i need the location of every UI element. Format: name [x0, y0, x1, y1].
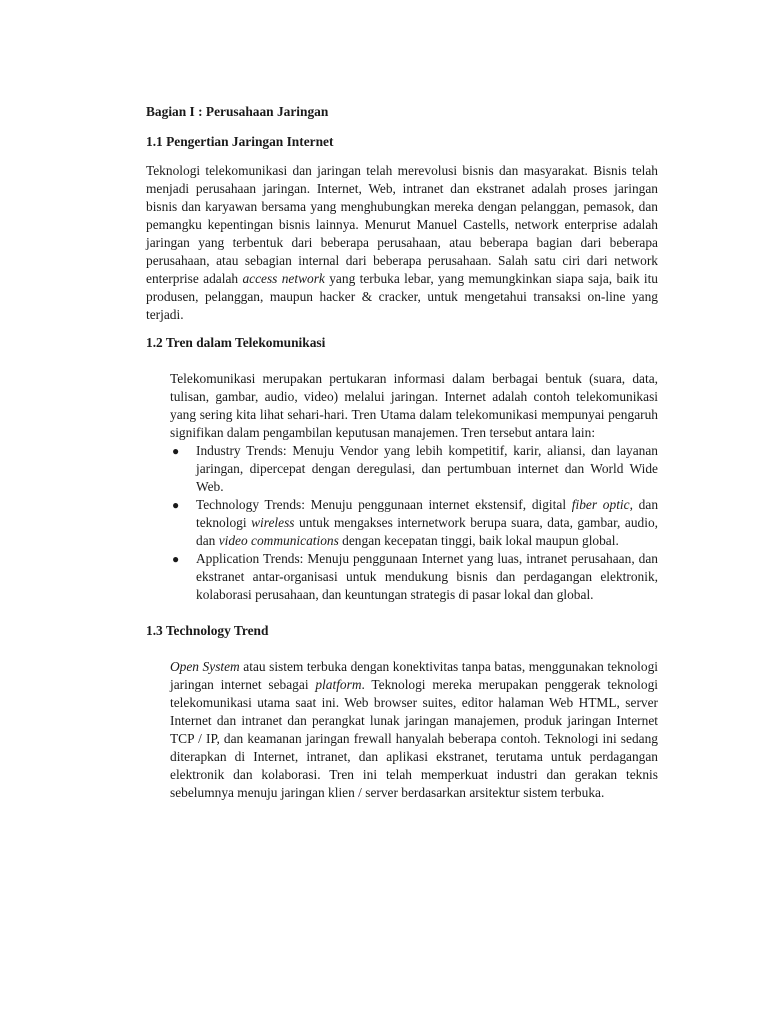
- text-run: Teknologi telekomunikasi dan jaringan telah merevolusi bisnis dan masyarakat. Bisnis telah menjadi perusahaan jaringan. Internet, Web, intranet dan ekstranet adalah proses jaringan bisnis dan karyawan bersama yang menghubungkan mereka dengan pelanggan, pemasok, dan pemangku kepentingan bisnis lainnya. Menurut Manuel Castells, network enterprise adalah jaringan yang terbentuk dari beberapa perusahaan, atau beberapa bagian dari beberapa perusahaan, atau sebagian internal dari beberapa perusahaan. Salah satu ciri dari network enterprise adalah: [146, 163, 658, 286]
- section-heading-1-2: 1.2 Tren dalam Telekomunikasi: [146, 335, 326, 350]
- bullet-icon: ●: [172, 552, 180, 566]
- section-1-2-paragraph: Telekomunikasi merupakan pertukaran informasi dalam berbagai bentuk (suara, data, tulisan, gambar, audio, video) melalui jaringan. Internet adalah contoh telekomunikasi yang sering kita lihat sehari-hari. Tren Utama dalam telekomunikasi mempunyai pengaruh signifikan dalam pengambilan keputusan manajemen. Tren tersebut antara lain:: [170, 371, 658, 440]
- list-item: [146, 496, 658, 550]
- part-title: Bagian I : Perusahaan Jaringan: [146, 104, 329, 119]
- bullet-icon: ●: [172, 444, 180, 458]
- text-run: . Teknologi mereka merupakan penggerak teknologi telekomunikasi utama saat ini. Web browser suites, editor halaman Web HTML, server Internet dan intranet dan perangkat lunak jaringan manajemen, produk jaringan Internet TCP / IP, dan keamanan jaringan frewall hanyalah beberapa contoh. Teknologi ini sedang diterapkan di Internet, intranet, dan aplikasi ekstranet, terutama untuk perdagangan elektronik dan kolaborasi. Tren ini telah memperkuat industri dan gerakan teknis sebelumnya menuju jaringan klien / server berdasarkan arsitektur sistem terbuka.: [170, 677, 658, 800]
- section-1-1-paragraph: [146, 162, 658, 324]
- italic-term: access network: [242, 271, 325, 286]
- document-page: [146, 100, 658, 802]
- text-run: Industry Trends: Menuju Vendor yang lebih kompetitif, karir, aliansi, dan layanan jaringan, dipercepat dengan deregulasi, dan pertumbuan internet dan World Wide Web.: [196, 443, 658, 494]
- bullet-icon: ●: [172, 498, 180, 512]
- section-1-3-paragraph: [170, 658, 658, 802]
- italic-term: wireless: [251, 515, 295, 530]
- italic-term: fiber optic: [571, 497, 630, 512]
- section-heading-1-3: 1.3 Technology Trend: [146, 623, 269, 638]
- text-run: Application Trends: Menuju penggunaan Internet yang luas, intranet perusahaan, dan ekstranet antar-organisasi untuk mendukung bisnis dan perdagangan elektronik, kolaborasi perusahaan, dan keuntungan strategis di pasar lokal dan global.: [196, 551, 658, 602]
- text-run: untuk mengakses internetwork berupa suara, data, gambar, audio, dan: [196, 515, 658, 548]
- section-1-3-body: [170, 658, 658, 802]
- section-1-2-body: [170, 370, 658, 442]
- text-run: , dan teknologi: [196, 497, 659, 530]
- list-item: [146, 550, 658, 604]
- section-heading-1-1: 1.1 Pengertian Jaringan Internet: [146, 134, 334, 149]
- trend-list: [146, 442, 658, 604]
- text-run: yang terbuka lebar, yang memungkinkan siapa saja, baik itu produsen, pelanggan, maupun hacker & cracker, untuk mengetahui transaksi on-line yang terjadi.: [146, 271, 659, 322]
- italic-term: platform: [315, 677, 362, 692]
- text-run: atau sistem terbuka dengan konektivitas tanpa batas, menggunakan teknologi jaringan internet sebagai: [170, 659, 658, 692]
- italic-term: video communications: [218, 533, 339, 548]
- list-item: [146, 442, 658, 496]
- text-run: dengan kecepatan tinggi, baik lokal maupun global.: [338, 533, 619, 548]
- italic-term: Open System: [170, 659, 240, 674]
- text-run: Technology Trends: Menuju penggunaan internet ekstensif, digital: [196, 497, 572, 512]
